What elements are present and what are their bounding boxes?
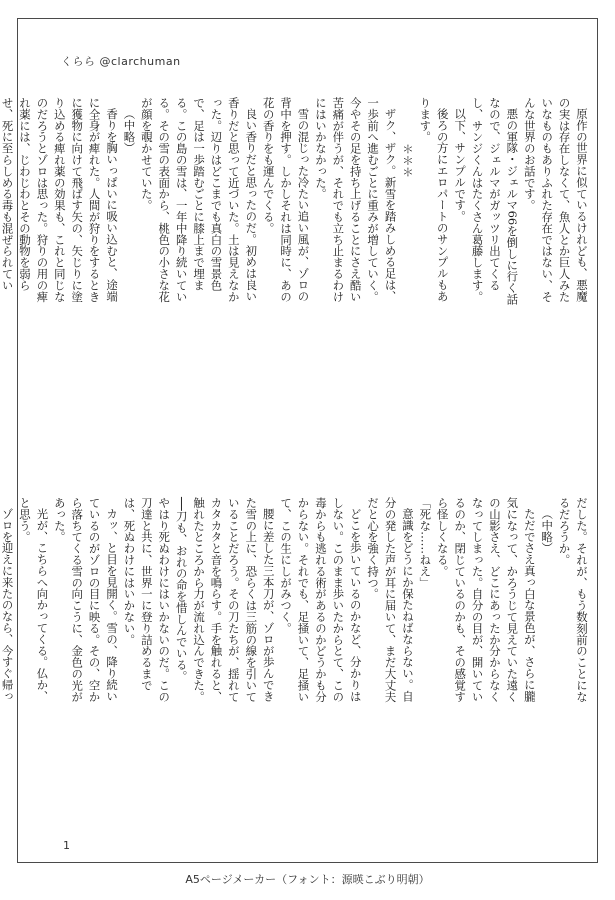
page-number: 1 [63, 839, 70, 852]
paragraph: ──刀も、おれの命を惜しんでいる。 [174, 497, 189, 682]
section-divider: ＊＊＊ [400, 142, 415, 177]
footer-credit: A5ページメーカー（フォント：源暎こぶり明朝） [185, 873, 430, 886]
paragraph: 悪の軍隊・ジェルマ66を倒しに行く話なので、ジェルマがガッツリ出てくるし、サンジくんはたくさん葛藤します。 [470, 97, 520, 306]
paragraph: やはり死ぬわけにはいかないのだ。この刀達と共に、世界一に登り詰めるまでは、死ぬわけにはいかない。 [122, 497, 172, 703]
top-text-block [0, 97, 590, 309]
paragraph: ただでさえ真っ白な景色が、さらに朧気になって、かろうじて見えていた遠くの山影さえ、どこにあったか分からなくなってしまった。自分の目が、開いているのか、閉じているのかも、その感覚すら怪しくなる。 [435, 497, 537, 703]
paragraph: 意識をどうにか保たねばならない。自分の発した声が耳に届いて、まだ大丈夫だと心を強く持つ。 [366, 497, 415, 703]
dialogue: 「死な……ねえ」 [418, 497, 433, 589]
paragraph: 光が、こちらへ向かってくる。仏か、と思う。 [18, 497, 50, 703]
abridged-marker: （中略） [122, 108, 137, 154]
paragraph: 腰に差した三本刀が、ゾロが歩んできた雪の上に、恐らくは三筋の線を引いていることだろう。その刀たちが、揺れてカタカタと音を鳴らす。手を触れると、触れたところから力が流れ込んできた。 [192, 497, 276, 703]
paragraph: どこを歩いているのかなど、分かりはしない。このまま歩いたからとて、この毒からも逃れる術があるのかどうかも分からない。それでも、足掻いて、足掻いて、この生にしがみつく。 [279, 497, 363, 703]
paragraph: 雪の混じった冷たい追い風が、ゾロの背中を押す。しかしそれは同時に、あの花の香りをも運んでくる。 [261, 97, 311, 303]
paragraph: ゾロを迎えに来たのなら、今すぐ帰っ [0, 508, 15, 703]
paragraph: カッ、と目を見開く。雪の、降り続いているのがゾロの目に映る。その、空から落ちてくる雪の向こうに、金色の光があった。 [52, 497, 120, 703]
paragraph: 原作の世界に似ているけれども、悪魔の実は存在しなくて、魚人とか巨人みたいなものもありふれた存在ではない、そんな世界のお話です。 [522, 97, 589, 303]
paragraph: 香りを胸いっぱいに吸い込むと、途端に全身が痺れた。人間が狩りをするときに獲物に向けて飛ばす矢の、矢じりに塗り込める痺れ薬の効果も、これと同じなのだろうとゾロは思った。狩りの用の痺れ薬には、じわじわとその動物を弱らせ、死に至らしめる毒も混ぜられてい [0, 97, 120, 303]
paragraph: 良い香りだと思ったのだ。初めは良い香りだと思って近づいた。土は見えなかった。辺りはどこまでも真白の雪景色で、足は一歩踏むごとに膝上まで埋まる。この島の雪は、一年中降り続いている。その雪の表面から、桃色の小さな花が顔を覗かせていた。 [139, 97, 259, 303]
bottom-text-block [0, 497, 590, 709]
abridged-marker: （中略） [540, 508, 555, 554]
paragraph: 後ろの方にエロパートのサンプルもあります。 [418, 97, 450, 303]
paragraph: ザク、ザク。新雪を踏みしめる足は、一歩前へ進むごとに重みが増していく。今やその足を持ち上げることにさえ酷い苦痛が伴うが、それでも立ち止まるわけにはいかなかった。 [313, 97, 398, 303]
author-handle: くらら @clarchuman [61, 55, 181, 68]
page-frame [0, 18, 598, 863]
paragraph: だした。それが、もう数刻前のことになるだろうか。 [557, 497, 589, 703]
paragraph: 以下、サンプルです。 [453, 108, 468, 223]
